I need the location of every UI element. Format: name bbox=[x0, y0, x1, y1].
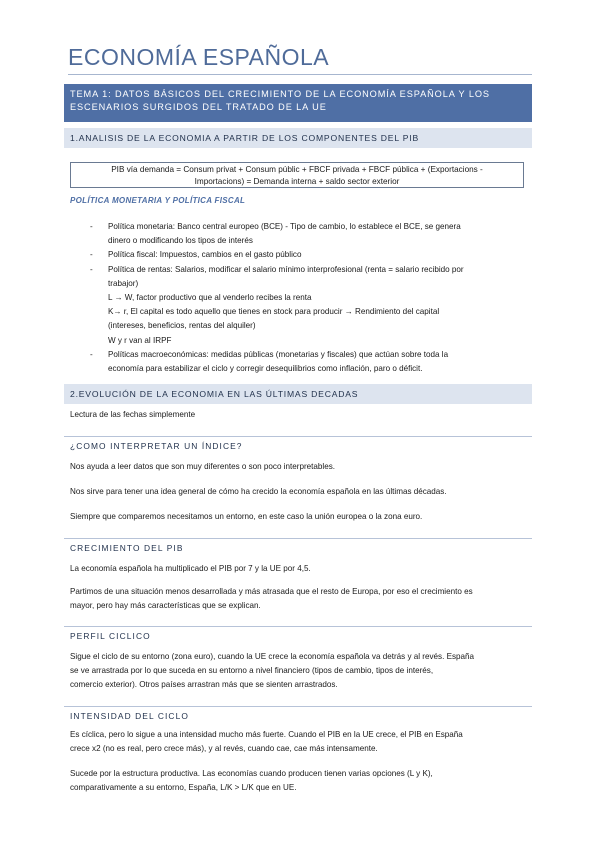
list-item-line: - Políticas macroeconómicas: medidas públicas (monetarias y fiscales) que actúan sobre toda la bbox=[108, 349, 449, 359]
paragraph-line: mayor, pero hay más características que se explican. bbox=[70, 601, 261, 611]
paragraph-line: Es cíclica, pero lo sigue a una intensidad mucho más fuerte. Cuando el PIB en la UE crece, el PIB en España bbox=[70, 730, 463, 739]
list-item-line: - Política fiscal: Impuestos, cambios en el gasto público bbox=[108, 250, 302, 260]
list-item-line: - Política de rentas: Salarios, modificar el salario mínimo interprofesional (renta = salario recibido por bbox=[108, 264, 464, 274]
paragraph-line: Sigue el ciclo de su entorno (zona euro), cuando la UE crece la economía española va detrás y al revés. España bbox=[70, 652, 475, 661]
paragraph-line: Partimos de una situación menos desarrollada y más atrasada que el resto de Europa, por eso el crecimiento es bbox=[70, 587, 473, 596]
list-item-rentas bbox=[90, 263, 530, 348]
list-item-line: dinero o modificando los tipos de interés bbox=[108, 236, 253, 246]
section-2-heading: 2.EVOLUCIÓN DE LA ECONOMIA EN LAS ÚLTIMAS DECADAS bbox=[64, 384, 532, 404]
ciclico-paragraph bbox=[70, 650, 526, 693]
document-title: ECONOMÍA ESPAÑOLA bbox=[68, 44, 532, 75]
list-item-line: (intereses, beneficios, rentas del alquiler) bbox=[108, 321, 256, 331]
paragraph-line: comercio exterior). Otros países arrastran más que se sienten arrastrados. bbox=[70, 680, 338, 690]
list-item-line: W y r van al IRPF bbox=[108, 335, 172, 345]
list-item-line: K→ r, El capital es todo aquello que tienes en stock para producir → Rendimiento del capital bbox=[108, 307, 440, 317]
list-item-line: economía para estabilizar el ciclo y corregir desequilibrios como inflación, paro o déficit. bbox=[108, 364, 423, 374]
section-1-heading: 1.ANALISIS DE LA ECONOMIA A PARTIR DE LOS COMPONENTES DEL PIB bbox=[64, 128, 532, 148]
list-item-line: trabajor) bbox=[108, 278, 139, 288]
formula-line-2: Importacions) = Demanda interna + saldo sector exterior bbox=[194, 176, 400, 186]
pib-paragraph-1: La economía española ha multiplicado el PIB por 7 y la UE por 4,5. bbox=[70, 564, 311, 573]
tema-line-1: TEMA 1: DATOS BÁSICOS DEL CRECIMIENTO DE LA ECONOMÍA ESPAÑOLA Y LOS bbox=[70, 89, 490, 99]
intensidad-heading: INTENSIDAD DEL CICLO bbox=[64, 706, 532, 721]
intensidad-paragraph-1 bbox=[70, 728, 526, 756]
indice-heading: ¿COMO INTERPRETAR UN ÍNDICE? bbox=[64, 436, 532, 451]
list-item-macro bbox=[90, 348, 530, 376]
intensidad-paragraph-2 bbox=[70, 767, 526, 795]
ciclico-heading: PERFIL CICLICO bbox=[64, 626, 532, 641]
pib-heading: CRECIMIENTO DEL PIB bbox=[64, 538, 532, 553]
paragraph-line: Sucede por la estructura productiva. Las economías cuando producen tienen varias opciones (L y K), bbox=[70, 769, 433, 778]
pib-paragraph-2 bbox=[70, 585, 526, 613]
policy-heading: POLÍTICA MONETARIA Y POLÍTICA FISCAL bbox=[70, 196, 246, 205]
list-item-fiscal bbox=[90, 248, 530, 262]
list-item-monetaria bbox=[90, 220, 530, 248]
paragraph-line: se ve arrastrada por lo que suceda en su entorno a nivel financiero (tipos de cambio, tipos de interés, bbox=[70, 666, 434, 676]
list-item-line: L → W, factor productivo que al venderlo recibes la renta bbox=[108, 293, 312, 303]
indice-paragraph-3: Siempre que comparemos necesitamos un entorno, en este caso la unión europea o la zona euro. bbox=[70, 512, 423, 521]
section-2-intro: Lectura de las fechas simplemente bbox=[70, 410, 196, 419]
pib-formula-box bbox=[70, 162, 524, 188]
indice-paragraph-1: Nos ayuda a leer datos que son muy diferentes o son poco interpretables. bbox=[70, 462, 336, 471]
indice-paragraph-2: Nos sirve para tener una idea general de cómo ha crecido la economía española en las últimas décadas. bbox=[70, 487, 447, 496]
paragraph-line: crece x2 (no es real, pero crece más), y al revés, cuando cae, cae más intensamente. bbox=[70, 744, 378, 754]
tema-line-2: ESCENARIOS SURGIDOS DEL TRATADO DE LA UE bbox=[70, 102, 327, 112]
list-item-line: - Política monetaria: Banco central europeo (BCE) - Tipo de cambio, lo establece el BCE, se genera bbox=[108, 222, 461, 231]
formula-line-1: PIB vía demanda = Consum privat + Consum públic + FBCF privada + FBCF pública + (Exportacions - bbox=[111, 165, 483, 174]
paragraph-line: comparativamente a su entorno, España, L/K > L/K que en UE. bbox=[70, 783, 297, 793]
tema-banner bbox=[64, 84, 532, 122]
policy-list bbox=[90, 220, 530, 376]
